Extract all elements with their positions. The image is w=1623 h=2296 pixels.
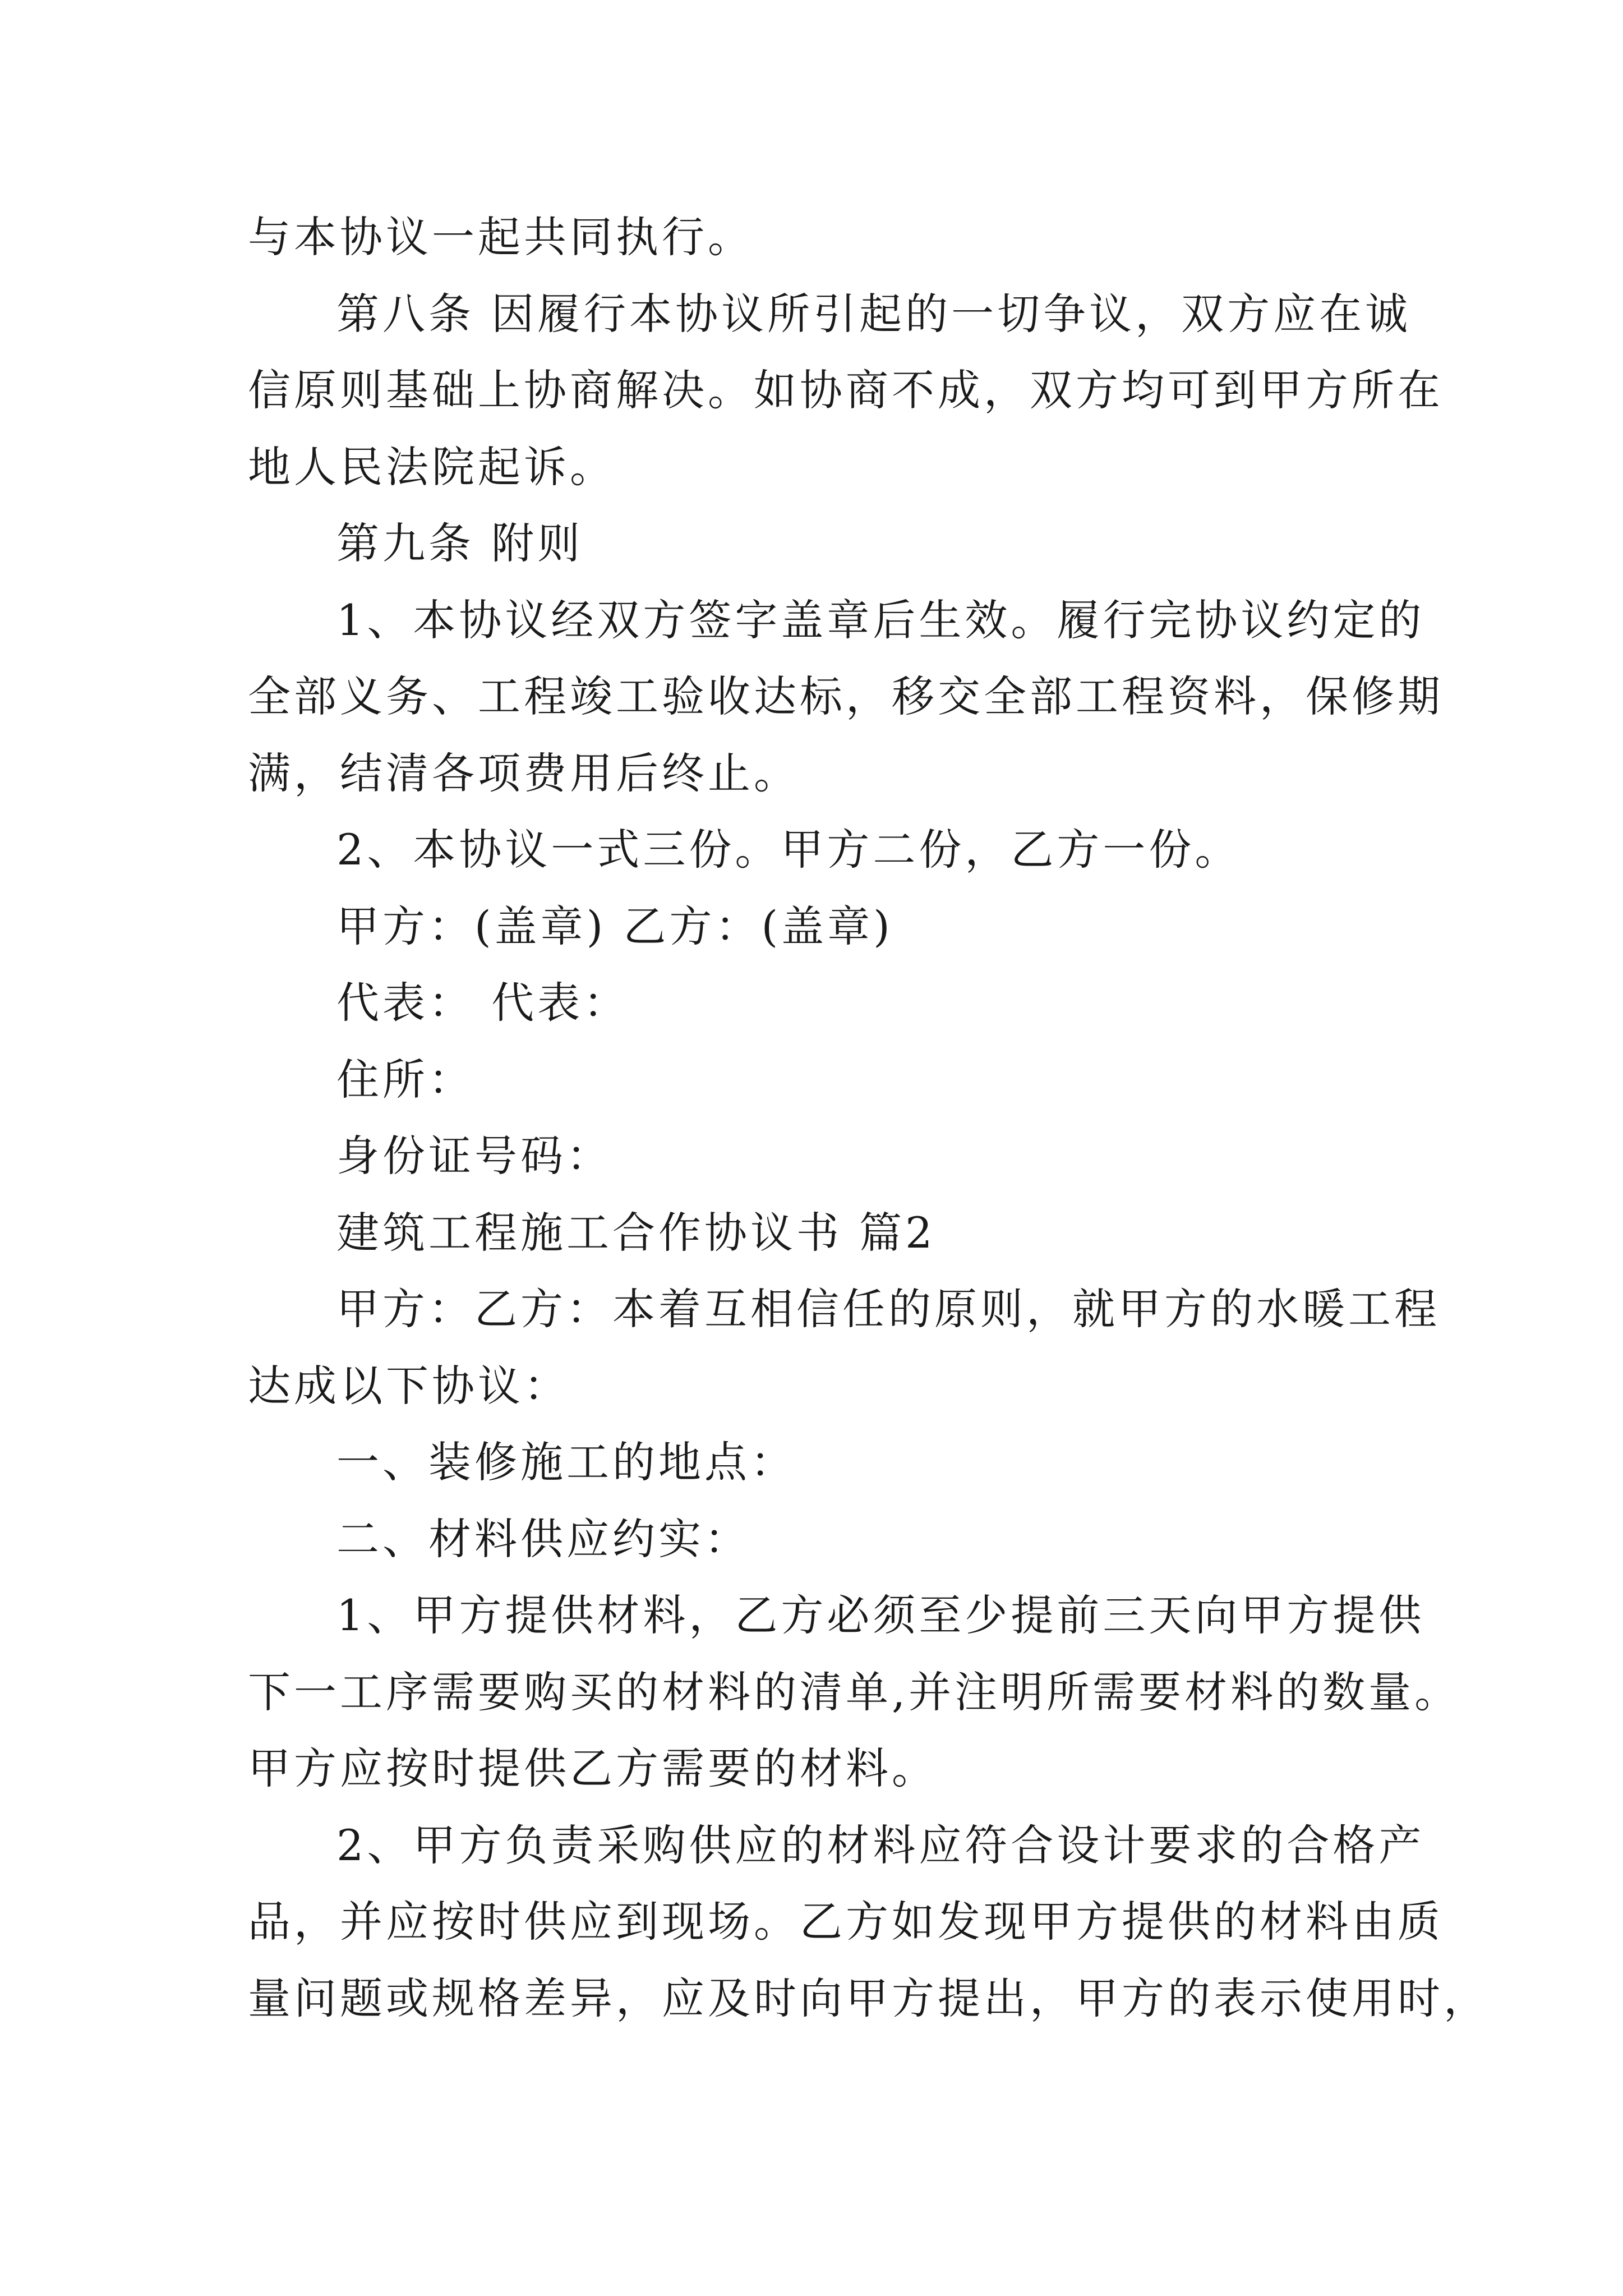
text-line-3: 信原则基础上协商解决。如协商不成，双方均可到甲方所在 (248, 365, 1444, 415)
text-line-8: 满，结清各项费用后终止。 (248, 748, 800, 798)
text-line-4: 地人民法院起诉。 (248, 441, 616, 492)
text-line-11: 代表： 代表： (336, 978, 630, 1028)
text-line-13: 身份证号码： (336, 1131, 612, 1181)
text-line-2: 第八条 因履行本协议所引起的一切争议，双方应在诚 (336, 288, 1412, 339)
text-line-21: 甲方应按时提供乙方需要的材料。 (248, 1743, 938, 1793)
text-line-1: 与本协议一起共同执行。 (248, 212, 754, 262)
text-line-23: 品，并应按时供应到现场。乙方如发现甲方提供的材料由质 (248, 1897, 1444, 1947)
text-line-24: 量问题或规格差异，应及时向甲方提出，甲方的表示使用时， (248, 1973, 1490, 2023)
text-line-6: 1、本协议经双方签字盖章后生效。履行完协议约定的 (336, 595, 1425, 645)
text-line-15: 甲方：乙方：本着互相信任的原则，就甲方的水暖工程 (336, 1284, 1440, 1334)
text-line-7: 全部义务、工程竣工验收达标，移交全部工程资料，保修期 (248, 671, 1444, 721)
text-line-12: 住所： (336, 1054, 474, 1105)
text-line-9: 2、本协议一式三份。甲方二份，乙方一份。 (336, 825, 1241, 875)
document-body (248, 199, 1490, 2037)
text-line-19: 1、甲方提供材料，乙方必须至少提前三天向甲方提供 (336, 1590, 1425, 1640)
text-line-18: 二、材料供应约实： (336, 1513, 750, 1564)
text-line-17: 一、装修施工的地点： (336, 1437, 796, 1487)
text-line-22: 2、甲方负责采购供应的材料应符合设计要求的合格产 (336, 1820, 1425, 1870)
section-heading: 建筑工程施工合作协议书 篇2 (336, 1207, 936, 1258)
text-line-10: 甲方：(盖章) 乙方：(盖章) (336, 901, 893, 951)
text-line-5: 第九条 附则 (336, 518, 584, 568)
text-line-16: 达成以下协议： (248, 1360, 570, 1411)
text-line-20: 下一工序需要购买的材料的清单,并注明所需要材料的数量。 (248, 1667, 1461, 1717)
